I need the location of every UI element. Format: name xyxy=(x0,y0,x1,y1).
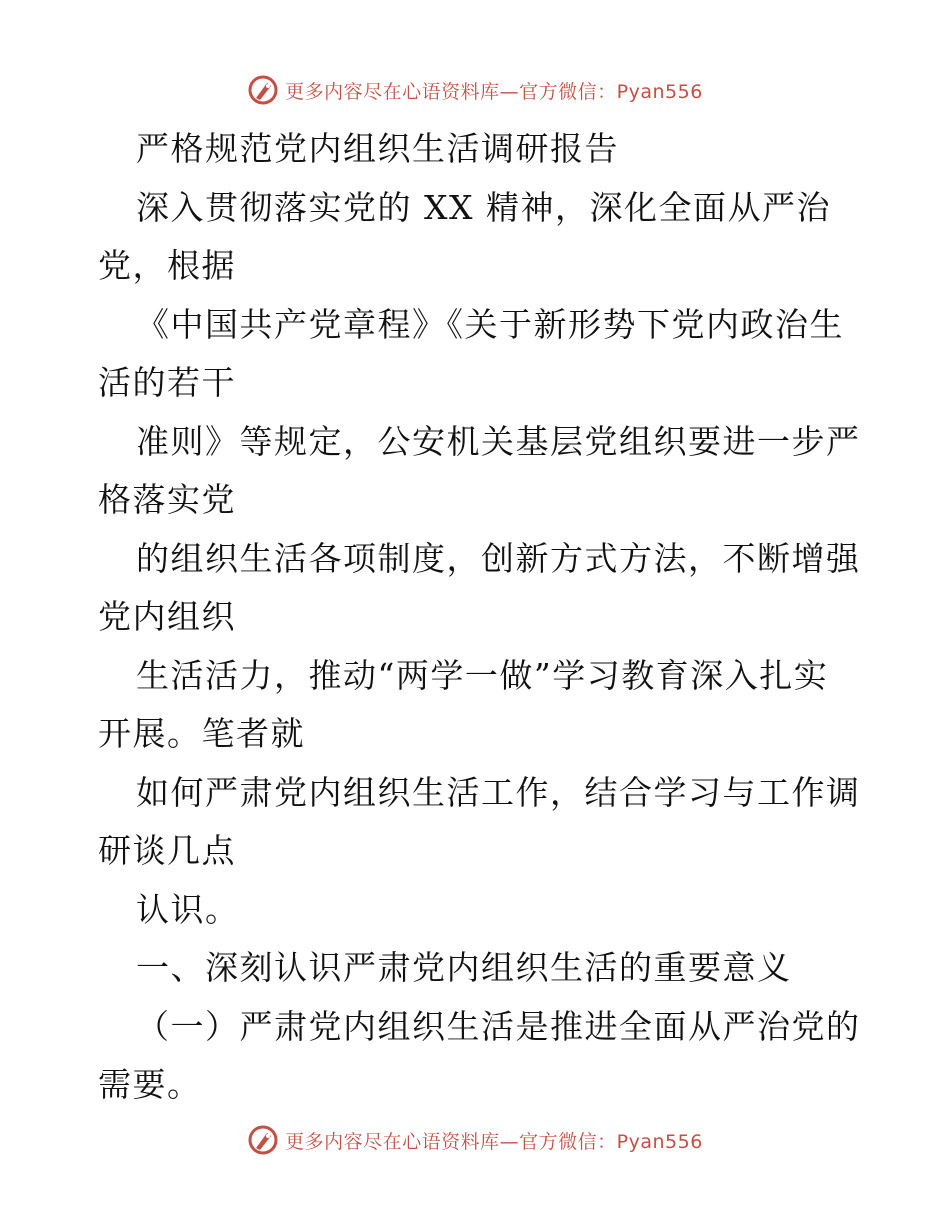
banner-site-text: 更多内容尽在心语资料库 xyxy=(285,80,500,103)
text-line: 格落实党 xyxy=(98,480,236,519)
banner-contact-text: 官方微信：Pyan556 xyxy=(519,80,703,103)
text-line: 研谈几点 xyxy=(98,831,236,870)
banner-text xyxy=(285,1127,703,1154)
text-line: 深入贯彻落实党的 XX 精神，深化全面从严治 xyxy=(136,187,831,227)
document-body xyxy=(98,120,861,1115)
banner-contact-text: 官方微信：Pyan556 xyxy=(519,1130,703,1153)
text-line: 的组织生活各项制度，创新方式方法，不断增强 xyxy=(136,538,861,578)
banner-separator: — xyxy=(499,80,520,103)
header-watermark-banner xyxy=(0,72,950,108)
text-line: 《中国共产党章程》《关于新形势下党内政治生 xyxy=(136,304,844,344)
pen-nib-circle-icon xyxy=(247,1124,279,1156)
banner-site-text: 更多内容尽在心语资料库 xyxy=(285,1130,500,1153)
document-title: 严格规范党内组织生活调研报告 xyxy=(136,129,619,168)
text-line: 认识。 xyxy=(136,889,240,929)
text-line: 准则》等规定，公安机关基层党组织要进一步严 xyxy=(136,421,861,461)
text-line: 一、深刻认识严肃党内组织生活的重要意义 xyxy=(136,948,792,987)
text-line: 生活活力，推动“两学一做”学习教育深入扎实 xyxy=(136,655,829,695)
text-line: （一）严肃党内组织生活是推进全面从严治党的 xyxy=(136,1006,861,1046)
banner-text xyxy=(285,77,703,104)
text-line: 开展。笔者就 xyxy=(98,714,305,753)
text-line: 党内组织 xyxy=(98,597,236,636)
text-line: 活的若干 xyxy=(98,363,236,402)
text-line: 党，根据 xyxy=(98,246,236,285)
banner-separator: — xyxy=(499,1130,520,1153)
pen-nib-circle-icon xyxy=(247,74,279,106)
footer-watermark-banner xyxy=(0,1122,950,1158)
text-line: 需要。 xyxy=(98,1065,202,1104)
text-line: 如何严肃党内组织生活工作，结合学习与工作调 xyxy=(136,772,861,812)
